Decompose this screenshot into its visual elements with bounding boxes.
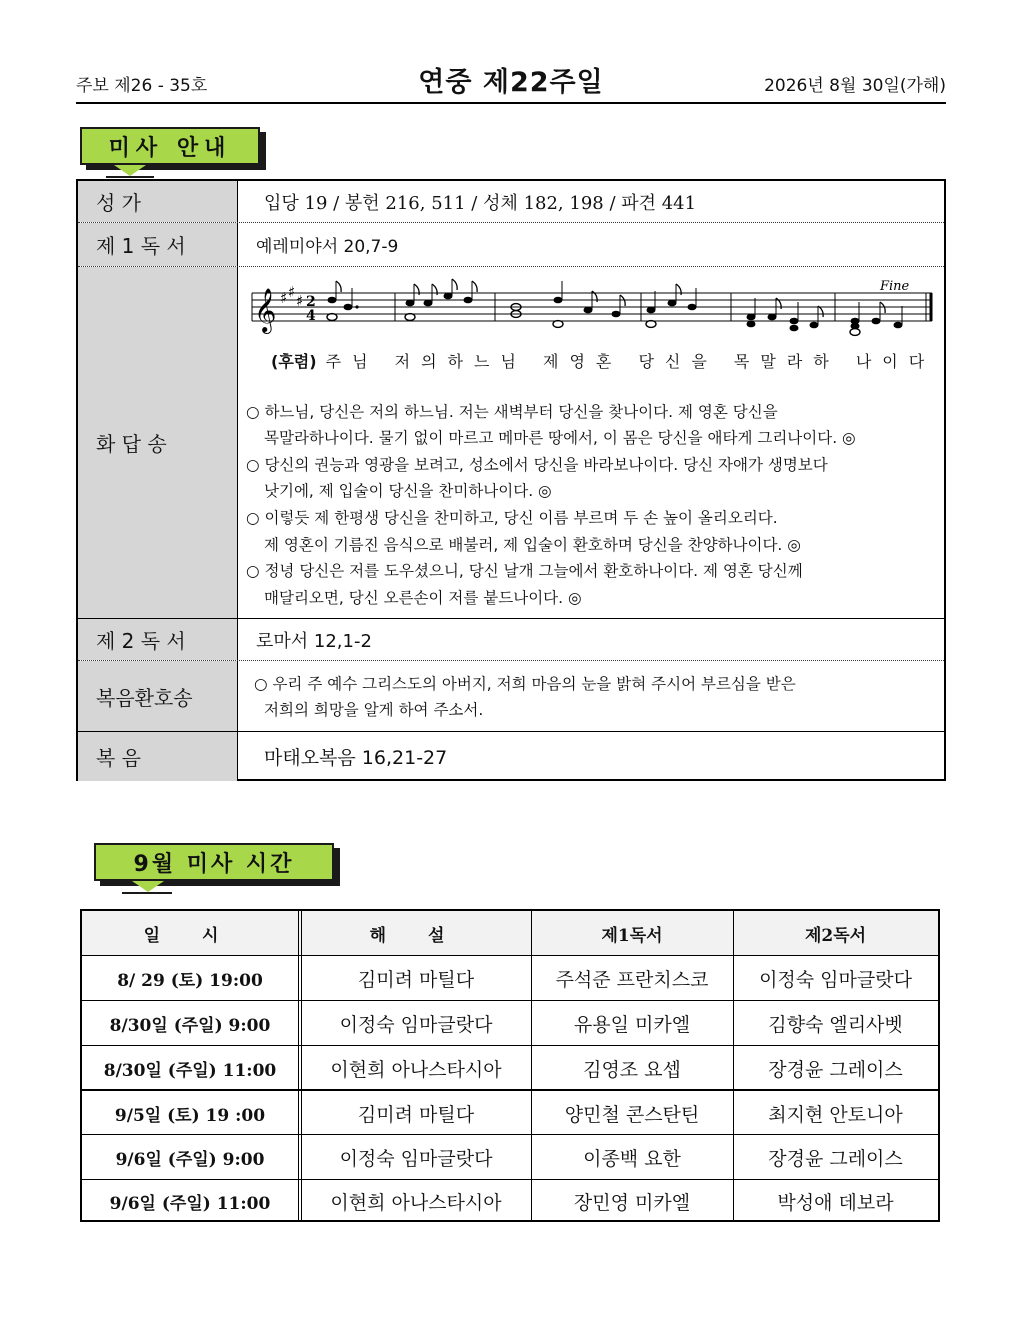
row-reader2: 박성애 데보라 bbox=[777, 1191, 894, 1214]
row-label-reading2 bbox=[78, 619, 238, 660]
row-commentator: 김미려 마틸다 bbox=[357, 968, 475, 991]
svg-text:♯: ♯ bbox=[280, 289, 288, 307]
psalm-verse-line: 목말라하나이다. 물기 없이 마르고 메마른 땅에서, 이 몸은 당신을 애타게 그리나이다. ◎ bbox=[264, 429, 856, 447]
reading2-value: 로마서 12,1-2 bbox=[256, 630, 372, 652]
row-divider bbox=[82, 1000, 938, 1001]
row-datetime: 9/6일 (주일) 9:00 bbox=[115, 1149, 265, 1170]
gospel-label: 복 음 bbox=[96, 746, 141, 770]
row-commentator: 이정숙 임마글랏다 bbox=[339, 1013, 493, 1036]
row-datetime: 9/6일 (주일) 11:00 bbox=[109, 1193, 271, 1214]
psalm-verse-line: 매달리오면, 당신 오른손이 저를 붙드나이다. ◎ bbox=[264, 589, 582, 607]
row-reader2: 최지현 안토니아 bbox=[768, 1103, 903, 1126]
psalm-verse-line: ○ 이렇듯 제 한평생 당신을 찬미하고, 당신 이름 부르며 두 손 높이 올리오리다. bbox=[246, 509, 778, 527]
row-reader1: 장민영 미카엘 bbox=[573, 1191, 691, 1214]
psalm-verse-line: ○ 당신의 권능과 영광을 보려고, 성소에서 당신을 바라보나이다. 당신 자애가 생명보다 bbox=[246, 456, 828, 474]
column-divider bbox=[733, 911, 734, 1220]
alleluia-label: 복음환호송 bbox=[96, 685, 193, 710]
svg-text:4: 4 bbox=[306, 308, 316, 324]
row-divider bbox=[82, 1089, 938, 1091]
refrain-lyrics bbox=[271, 349, 935, 372]
label-pointer-line bbox=[106, 176, 154, 178]
row-label-gospel bbox=[78, 732, 238, 781]
label-pointer-line bbox=[122, 892, 172, 894]
row-divider bbox=[82, 955, 938, 956]
row-reader1: 김영조 요셉 bbox=[583, 1058, 681, 1081]
table-row bbox=[82, 956, 938, 1000]
row-commentator: 김미려 마틸다 bbox=[357, 1103, 475, 1126]
table-row bbox=[82, 1001, 938, 1045]
hymn-value: 입당 19 / 봉헌 216, 511 / 성체 182, 198 / 파견 441 bbox=[264, 192, 697, 214]
col-header-reading2: 제2독서 bbox=[804, 925, 867, 946]
row-reader2: 장경윤 그레이스 bbox=[768, 1058, 903, 1081]
label-pointer bbox=[132, 881, 164, 892]
refrain-text: 주님 저의하느님 제영혼 당신을 목말라하 나이다 bbox=[325, 352, 936, 371]
page-header bbox=[76, 58, 946, 104]
row-label-hymn bbox=[78, 181, 238, 222]
psalm-verse-line: 낫기에, 제 입술이 당신을 찬미하나이다. ◎ bbox=[264, 482, 552, 500]
row-datetime: 8/ 29 (토) 19:00 bbox=[117, 970, 263, 991]
refrain-marker: (후렴) bbox=[271, 352, 317, 371]
reading2-label: 제 2 독 서 bbox=[96, 629, 186, 653]
issue-date: 2026년 8월 30일(가해) bbox=[764, 76, 946, 96]
treble-clef-icon: 𝄞 bbox=[254, 288, 277, 332]
psalm-verse-line: ○ 하느님, 당신은 저의 하느님. 저는 새벽부터 당신을 찾나이다. 제 영혼 당신을 bbox=[246, 403, 778, 421]
issue-number: 주보 제26 - 35호 bbox=[76, 76, 208, 96]
svg-text:♯: ♯ bbox=[288, 283, 296, 301]
psalm-verse-line: 제 영혼이 기름진 음식으로 배불러, 제 입술이 환호하며 당신을 찬양하나이다. ◎ bbox=[264, 536, 801, 554]
section-label-mass-guide bbox=[80, 127, 260, 165]
row-commentator: 이현희 아나스타시아 bbox=[330, 1191, 502, 1214]
row-divider bbox=[82, 1045, 938, 1046]
column-divider bbox=[531, 911, 532, 1220]
row-label-reading1 bbox=[78, 223, 238, 266]
svg-text:2: 2 bbox=[306, 294, 316, 310]
row-reader1: 양민철 콘스탄틴 bbox=[564, 1103, 700, 1126]
row-reader1: 유용일 미카엘 bbox=[573, 1013, 691, 1036]
row-datetime: 8/30일 (주일) 11:00 bbox=[103, 1060, 277, 1081]
alleluia-verse-1: ○ 우리 주 예수 그리스도의 아버지, 저희 마음의 눈을 밝혀 주시어 부르심을 받은 bbox=[254, 675, 796, 693]
col-header-commentator: 해 설 bbox=[369, 925, 463, 946]
label-pointer bbox=[114, 165, 146, 176]
section-label-text: 미사 안내 bbox=[108, 135, 232, 161]
page-title: 연중 제22주일 bbox=[418, 67, 604, 98]
reading1-label: 제 1 독 서 bbox=[96, 234, 186, 258]
row-commentator: 이현희 아나스타시아 bbox=[330, 1058, 502, 1081]
schedule-table bbox=[80, 909, 940, 1222]
fine-marker: Fine bbox=[880, 279, 910, 294]
section-label-box bbox=[80, 127, 260, 165]
row-divider bbox=[82, 1134, 938, 1135]
row-reader1: 주석준 프란치스코 bbox=[555, 968, 709, 991]
col-header-reading1: 제1독서 bbox=[601, 925, 663, 946]
row-reader2: 이정숙 임마글랏다 bbox=[759, 968, 912, 991]
mass-guide-table bbox=[76, 179, 946, 781]
section-label-box bbox=[94, 843, 334, 881]
column-divider bbox=[301, 911, 302, 1220]
row-label-psalm bbox=[78, 267, 238, 618]
gospel-value: 마태오복음 16,21-27 bbox=[264, 747, 448, 769]
table-row bbox=[82, 1091, 938, 1135]
row-reader2: 장경윤 그레이스 bbox=[768, 1147, 903, 1170]
row-label-alleluia bbox=[78, 661, 238, 731]
table-header-row bbox=[82, 911, 938, 955]
column-divider bbox=[298, 911, 299, 1220]
hymn-label: 성 가 bbox=[96, 191, 141, 215]
reading1-value: 예레미야서 20,7-9 bbox=[256, 237, 399, 257]
table-row bbox=[82, 1135, 938, 1179]
col-header-datetime: 일 시 bbox=[143, 925, 237, 946]
svg-text:♯: ♯ bbox=[296, 292, 304, 310]
refrain-score bbox=[248, 277, 938, 339]
row-reader1: 이종백 요한 bbox=[583, 1147, 681, 1170]
row-commentator: 이정숙 임마글랏다 bbox=[339, 1147, 493, 1170]
table-row bbox=[82, 1046, 938, 1090]
psalm-verse-line: ○ 정녕 당신은 저를 도우셨으니, 당신 날개 그늘에서 환호하나이다. 제 영혼 당신께 bbox=[246, 562, 803, 580]
table-row bbox=[82, 1180, 938, 1222]
row-divider bbox=[82, 1179, 938, 1180]
row-reader2: 김향숙 엘리사벳 bbox=[768, 1013, 903, 1036]
row-datetime: 9/5일 (토) 19 :00 bbox=[114, 1105, 266, 1126]
section-label-text: 9월 미사 시간 bbox=[133, 851, 295, 877]
psalm-label: 화 답 송 bbox=[96, 432, 167, 456]
section-label-schedule bbox=[94, 843, 334, 881]
alleluia-verse-2: 저희의 희망을 알게 하여 주소서. bbox=[264, 701, 484, 719]
row-datetime: 8/30일 (주일) 9:00 bbox=[109, 1015, 271, 1036]
